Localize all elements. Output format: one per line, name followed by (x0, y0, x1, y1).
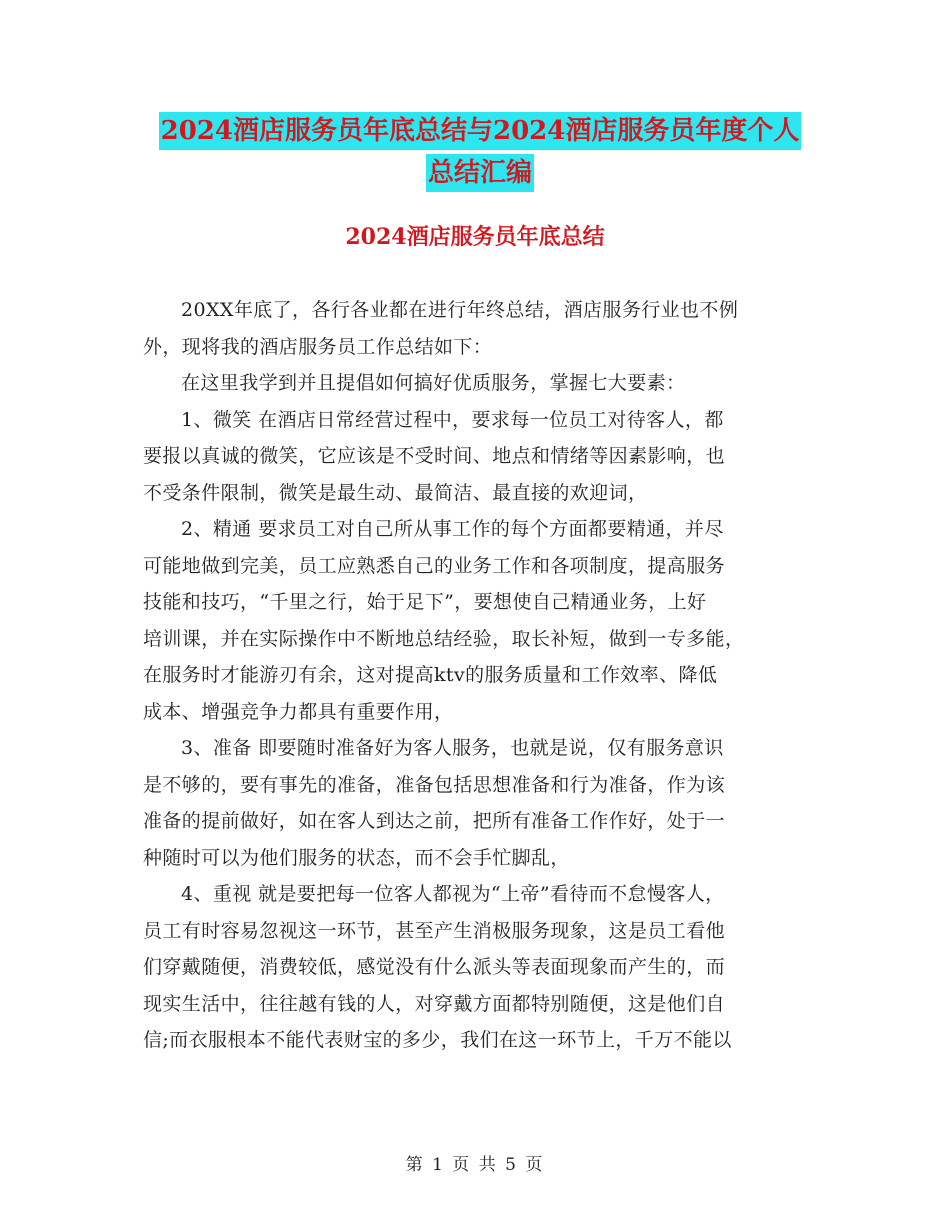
text-line: 培训课，并在实际操作中不断地总结经验，取长补短，做到一专多能， (143, 627, 745, 650)
section-heading: 2024酒店服务员年底总结 (345, 224, 605, 250)
page-number: 第 1 页 共 5 页 (405, 1155, 545, 1175)
text-line: 不受条件限制，微笑是最生动、最简洁、最直接的欢迎词， (143, 481, 648, 504)
paragraph (143, 511, 803, 730)
text-line: 信;而衣服根本不能代表财宝的多少，我们在这一环节上，千万不能以 (143, 1029, 732, 1051)
paragraph (143, 292, 803, 365)
body-text (143, 292, 803, 1059)
paragraph (143, 876, 803, 1059)
text-line: 是不够的，要有事先的准备，准备包括思想准备和行为准备，作为该 (143, 773, 726, 796)
text-line: 现实生活中，往往越有钱的人，对穿戴方面都特别随便，这是他们自 (143, 992, 726, 1015)
paragraph (143, 402, 803, 512)
paragraph (143, 365, 803, 402)
text-line: 种随时可以为他们服务的状态，而不会手忙脚乱， (143, 846, 570, 869)
text-line: 成本、增强竞争力都具有重要作用， (143, 700, 454, 723)
document-title (120, 112, 840, 192)
text-line: 外，现将我的酒店服务员工作总结如下： (143, 335, 493, 358)
text-line: 20XX年底了，各行各业都在进行年终总结，酒店服务行业也不例 (181, 299, 739, 321)
text-line: 技能和技巧，“千里之行，始于足下”，要想使自己精通业务，上好 (143, 591, 707, 613)
text-line: 2、精通 要求员工对自己所从事工作的每个方面都要精通，并尽 (181, 518, 724, 540)
text-line: 在这里我学到并且提倡如何搞好优质服务，掌握七大要素： (181, 372, 686, 394)
text-line: 在服务时才能游刃有余，这对提高ktv的服务质量和工作效率、降低 (143, 664, 718, 686)
title-line-1: 2024酒店服务员年底总结与2024酒店服务员年度个人 (159, 112, 802, 150)
title-line-2: 总结汇编 (426, 154, 534, 192)
text-line: 1、微笑 在酒店日常经营过程中，要求每一位员工对待客人，都 (181, 408, 724, 431)
text-line: 3、准备 即要随时准备好为客人服务，也就是说，仅有服务意识 (181, 737, 724, 759)
text-line: 们穿戴随便，消费较低，感觉没有什么派头等表面现象而产生的，而 (143, 956, 726, 978)
text-line: 准备的提前做好，如在客人到达之前，把所有准备工作作好，处于一 (143, 810, 726, 832)
paragraph (143, 730, 803, 876)
text-line: 可能地做到完美，员工应熟悉自己的业务工作和各项制度，提高服务 (143, 554, 726, 577)
text-line: 员工有时容易忽视这一环节，甚至产生消极服务现象，这是员工看他 (143, 919, 726, 942)
text-line: 要报以真诚的微笑，它应该是不受时间、地点和情绪等因素影响，也 (143, 445, 726, 467)
text-line: 4、重视 就是要把每一位客人都视为“上帝”看待而不怠慢客人， (181, 883, 725, 905)
